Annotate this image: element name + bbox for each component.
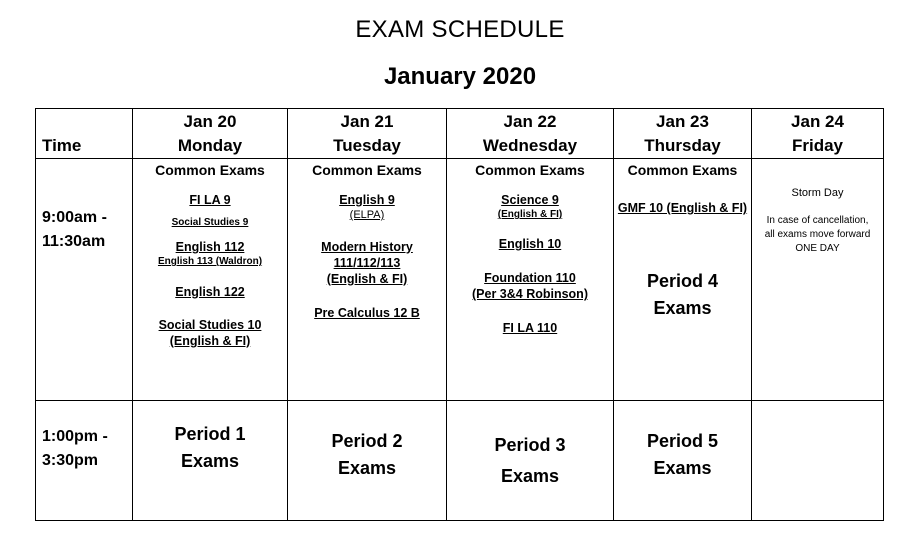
- exams-label: Exams: [500, 466, 560, 486]
- period-label: Period 2: [331, 431, 403, 451]
- exam-item: Modern History: [321, 240, 413, 254]
- storm-note-line: In case of cancellation,: [766, 215, 869, 226]
- day-name: Monday: [177, 136, 243, 155]
- tuesday-morning-cell: [288, 159, 447, 401]
- page-subtitle: January 2020: [383, 63, 537, 90]
- afternoon-row: [36, 401, 884, 521]
- day-date: Jan 22: [503, 112, 557, 131]
- common-exams-label: Common Exams: [312, 162, 422, 178]
- exam-item: Foundation 110: [484, 271, 576, 285]
- exam-item: (ELPA): [349, 209, 385, 221]
- day-name: Friday: [791, 136, 844, 155]
- storm-note-line: ONE DAY: [795, 243, 840, 254]
- exam-item: English 9: [339, 193, 395, 207]
- day-date: Jan 20: [183, 112, 237, 131]
- exams-label: Exams: [337, 458, 397, 478]
- time-end: 11:30am: [42, 233, 106, 250]
- morning-time-cell: [36, 159, 133, 401]
- wednesday-morning-cell: [447, 159, 614, 401]
- day-header-wednesday: [447, 109, 614, 159]
- exam-schedule-table: [35, 108, 884, 521]
- morning-row: [36, 159, 884, 401]
- exam-item: English 10: [498, 237, 562, 251]
- storm-note-line: all exams move forward: [764, 229, 871, 240]
- day-name: Thursday: [644, 136, 721, 155]
- time-end: 3:30pm: [42, 452, 99, 469]
- period-label: Period 3: [494, 435, 566, 455]
- monday-afternoon-cell: [133, 401, 288, 521]
- thursday-afternoon-cell: [614, 401, 752, 521]
- storm-day-label: Storm Day: [791, 187, 844, 199]
- period-label: Period 4: [646, 271, 719, 291]
- exam-item: Pre Calculus 12 B: [314, 306, 420, 320]
- day-header-monday: [133, 109, 288, 159]
- common-exams-label: Common Exams: [627, 162, 738, 178]
- exam-item: English 122: [175, 285, 245, 299]
- day-header-friday: [752, 109, 884, 159]
- day-header-tuesday: [288, 109, 447, 159]
- exam-item: English 113 (Waldron): [157, 256, 263, 267]
- monday-morning-cell: [133, 159, 288, 401]
- exam-item: Science 9: [501, 193, 559, 207]
- thursday-morning-cell: [614, 159, 752, 401]
- afternoon-time-cell: [36, 401, 133, 521]
- page-title: EXAM SCHEDULE: [355, 16, 565, 43]
- day-name: Wednesday: [482, 136, 578, 155]
- exam-item: (Per 3&4 Robinson): [472, 287, 588, 301]
- day-date: Jan 24: [791, 112, 844, 131]
- header-row: [36, 109, 884, 159]
- exam-item: GMF 10 (English & FI): [617, 201, 748, 215]
- exam-item: Social Studies 10: [158, 318, 262, 332]
- period-block: [614, 268, 751, 322]
- exams-label: Exams: [180, 451, 240, 471]
- day-name: Tuesday: [333, 136, 401, 155]
- common-exams-label: Common Exams: [475, 162, 585, 178]
- exam-item: 111/112/113: [333, 256, 401, 270]
- friday-afternoon-cell: [752, 401, 884, 521]
- exam-item: (English & FI): [497, 209, 563, 220]
- day-date: Jan 23: [656, 112, 709, 131]
- day-date: Jan 21: [340, 112, 394, 131]
- period-label: Period 1: [174, 424, 246, 444]
- exam-item: (English & FI): [169, 334, 251, 348]
- period-label: Period 5: [646, 431, 719, 451]
- exam-item: FI LA 110: [502, 321, 558, 335]
- exam-item: (English & FI): [326, 272, 408, 286]
- friday-morning-cell: [752, 159, 884, 401]
- wednesday-afternoon-cell: [447, 401, 614, 521]
- day-header-thursday: [614, 109, 752, 159]
- time-start: 1:00pm -: [42, 428, 108, 445]
- common-exams-label: Common Exams: [155, 162, 265, 178]
- exam-item: Social Studies 9: [171, 217, 249, 228]
- exam-item: FI LA 9: [189, 193, 231, 207]
- exam-item: English 112: [175, 240, 245, 254]
- exams-label: Exams: [653, 458, 712, 478]
- time-column-header: Time: [36, 109, 133, 159]
- time-start: 9:00am -: [42, 209, 107, 226]
- tuesday-afternoon-cell: [288, 401, 447, 521]
- exams-label: Exams: [653, 298, 712, 318]
